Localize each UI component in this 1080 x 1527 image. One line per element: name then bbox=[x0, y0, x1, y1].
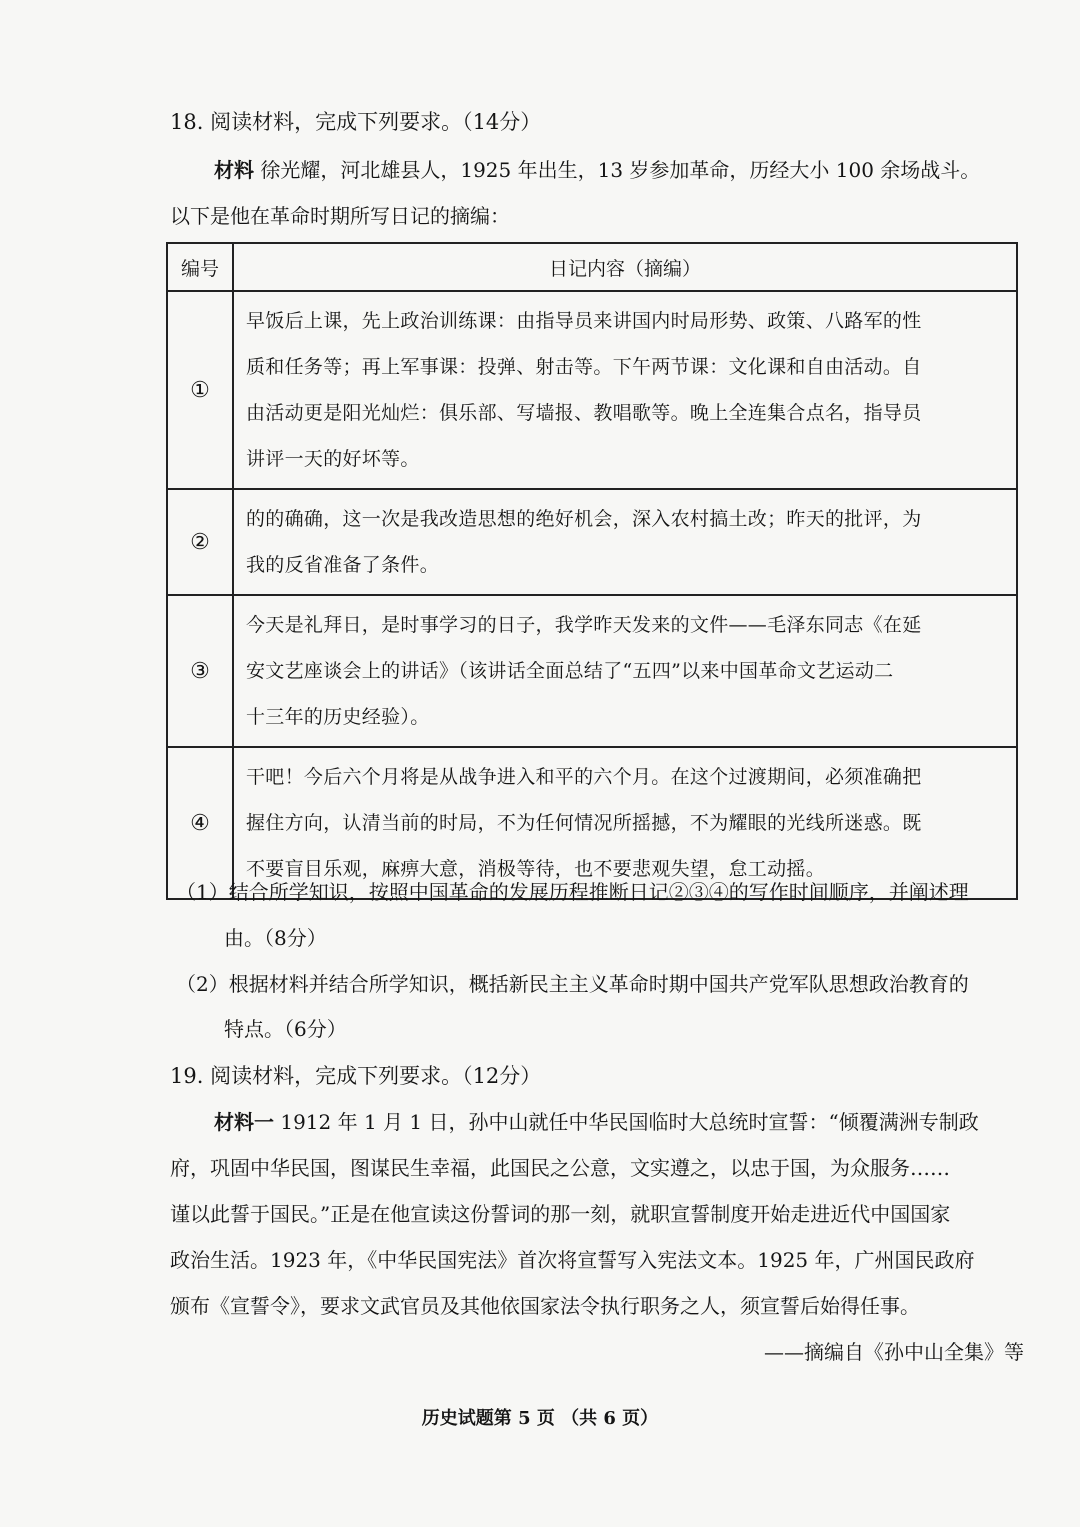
row-line: 握住方向，认清当前的时局，不为任何情况所摇撼，不为耀眼的光线所迷惑。既 bbox=[246, 812, 922, 834]
question-18-title: 18. 阅读材料，完成下列要求。（14分） bbox=[170, 110, 542, 134]
q19-material-line: 府，巩固中华民国，图谋民生幸福，此国民之公意，文实遵之，以忠于国，为众服务…… bbox=[170, 1156, 950, 1180]
q19-material-line: 颁布《宣誓令》，要求文武官员及其他依国家法令执行职务之人，须宣誓后始得任事。 bbox=[170, 1294, 920, 1318]
table-header-row bbox=[167, 243, 1017, 291]
material-label: 材料 bbox=[214, 158, 254, 182]
row-line: 的的确确，这一次是我改造思想的绝好机会，深入农村搞土改；昨天的批评，为 bbox=[246, 508, 922, 530]
material-text-1: 徐光耀，河北雄县人，1925 年出生，13 岁参加革命，历经大小 100 余场战斗。 bbox=[260, 158, 981, 182]
q19-source: ——摘编自《孙中山全集》等 bbox=[764, 1340, 1024, 1364]
row-line: 由活动更是阳光灿烂：俱乐部、写墙报、教唱歌等。晚上全连集合点名，指导员 bbox=[246, 402, 922, 424]
diary-table bbox=[166, 242, 1018, 900]
row-num: ③ bbox=[167, 595, 233, 747]
material-text: 1912 年 1 月 1 日，孙中山就任中华民国临时大总统时宣誓：“倾覆满洲专制政 bbox=[280, 1110, 979, 1134]
row-line: 我的反省准备了条件。 bbox=[246, 554, 440, 576]
row-num: ② bbox=[167, 489, 233, 595]
table-row bbox=[167, 291, 1017, 489]
subquestion-1-line2: 由。（8分） bbox=[224, 926, 327, 950]
row-line: 干吧！今后六个月将是从战争进入和平的六个月。在这个过渡期间，必须准确把 bbox=[246, 766, 922, 788]
page-footer: 历史试题第 5 页 （共 6 页） bbox=[421, 1408, 659, 1429]
row-num: ① bbox=[167, 291, 233, 489]
header-num: 编号 bbox=[167, 243, 233, 291]
q18-material-line1 bbox=[214, 154, 980, 183]
material-label: 材料一 bbox=[214, 1110, 274, 1134]
table-row bbox=[167, 489, 1017, 595]
row-line: 十三年的历史经验）。 bbox=[246, 706, 430, 728]
row-line: 今天是礼拜日，是时事学习的日子，我学昨天发来的文件——毛泽东同志《在延 bbox=[246, 614, 922, 636]
row-num: ④ bbox=[167, 747, 233, 899]
table-row bbox=[167, 595, 1017, 747]
row-line: 安文艺座谈会上的讲话》（该讲话全面总结了“五四”以来中国革命文艺运动二 bbox=[246, 660, 894, 682]
subquestion-1-line1: （1）结合所学知识，按照中国革命的发展历程推断日记②③④的写作时间顺序，并阐述理 bbox=[176, 880, 969, 904]
q19-material-line: 谨以此誓于国民。”正是在他宣读这份誓词的那一刻，就职宣誓制度开始走进近代中国国家 bbox=[170, 1202, 951, 1226]
subquestion-2-line2: 特点。（6分） bbox=[224, 1017, 347, 1041]
q18-material-line2: 以下是他在革命时期所写日记的摘编： bbox=[170, 204, 510, 228]
q19-material-line: 政治生活。1923 年，《中华民国宪法》首次将宣誓写入宪法文本。1925 年，广州国民政府 bbox=[170, 1248, 975, 1272]
row-line: 质和任务等；再上军事课：投弹、射击等。下午两节课：文化课和自由活动。自 bbox=[246, 356, 922, 378]
row-content bbox=[233, 595, 1017, 747]
header-content: 日记内容（摘编） bbox=[233, 243, 1017, 291]
question-19-title: 19. 阅读材料，完成下列要求。（12分） bbox=[170, 1064, 542, 1088]
subquestion-2-line1: （2）根据材料并结合所学知识，概括新民主主义革命时期中国共产党军队思想政治教育的 bbox=[176, 972, 969, 996]
q19-material-line1 bbox=[214, 1106, 979, 1135]
row-content bbox=[233, 291, 1017, 489]
row-content bbox=[233, 489, 1017, 595]
row-line: 早饭后上课，先上政治训练课：由指导员来讲国内时局形势、政策、八路军的性 bbox=[246, 310, 922, 332]
row-line: 讲评一天的好坏等。 bbox=[246, 448, 420, 470]
row-line: 不要盲目乐观，麻痹大意，消极等待，也不要悲观失望，怠工动摇。 bbox=[246, 858, 826, 880]
